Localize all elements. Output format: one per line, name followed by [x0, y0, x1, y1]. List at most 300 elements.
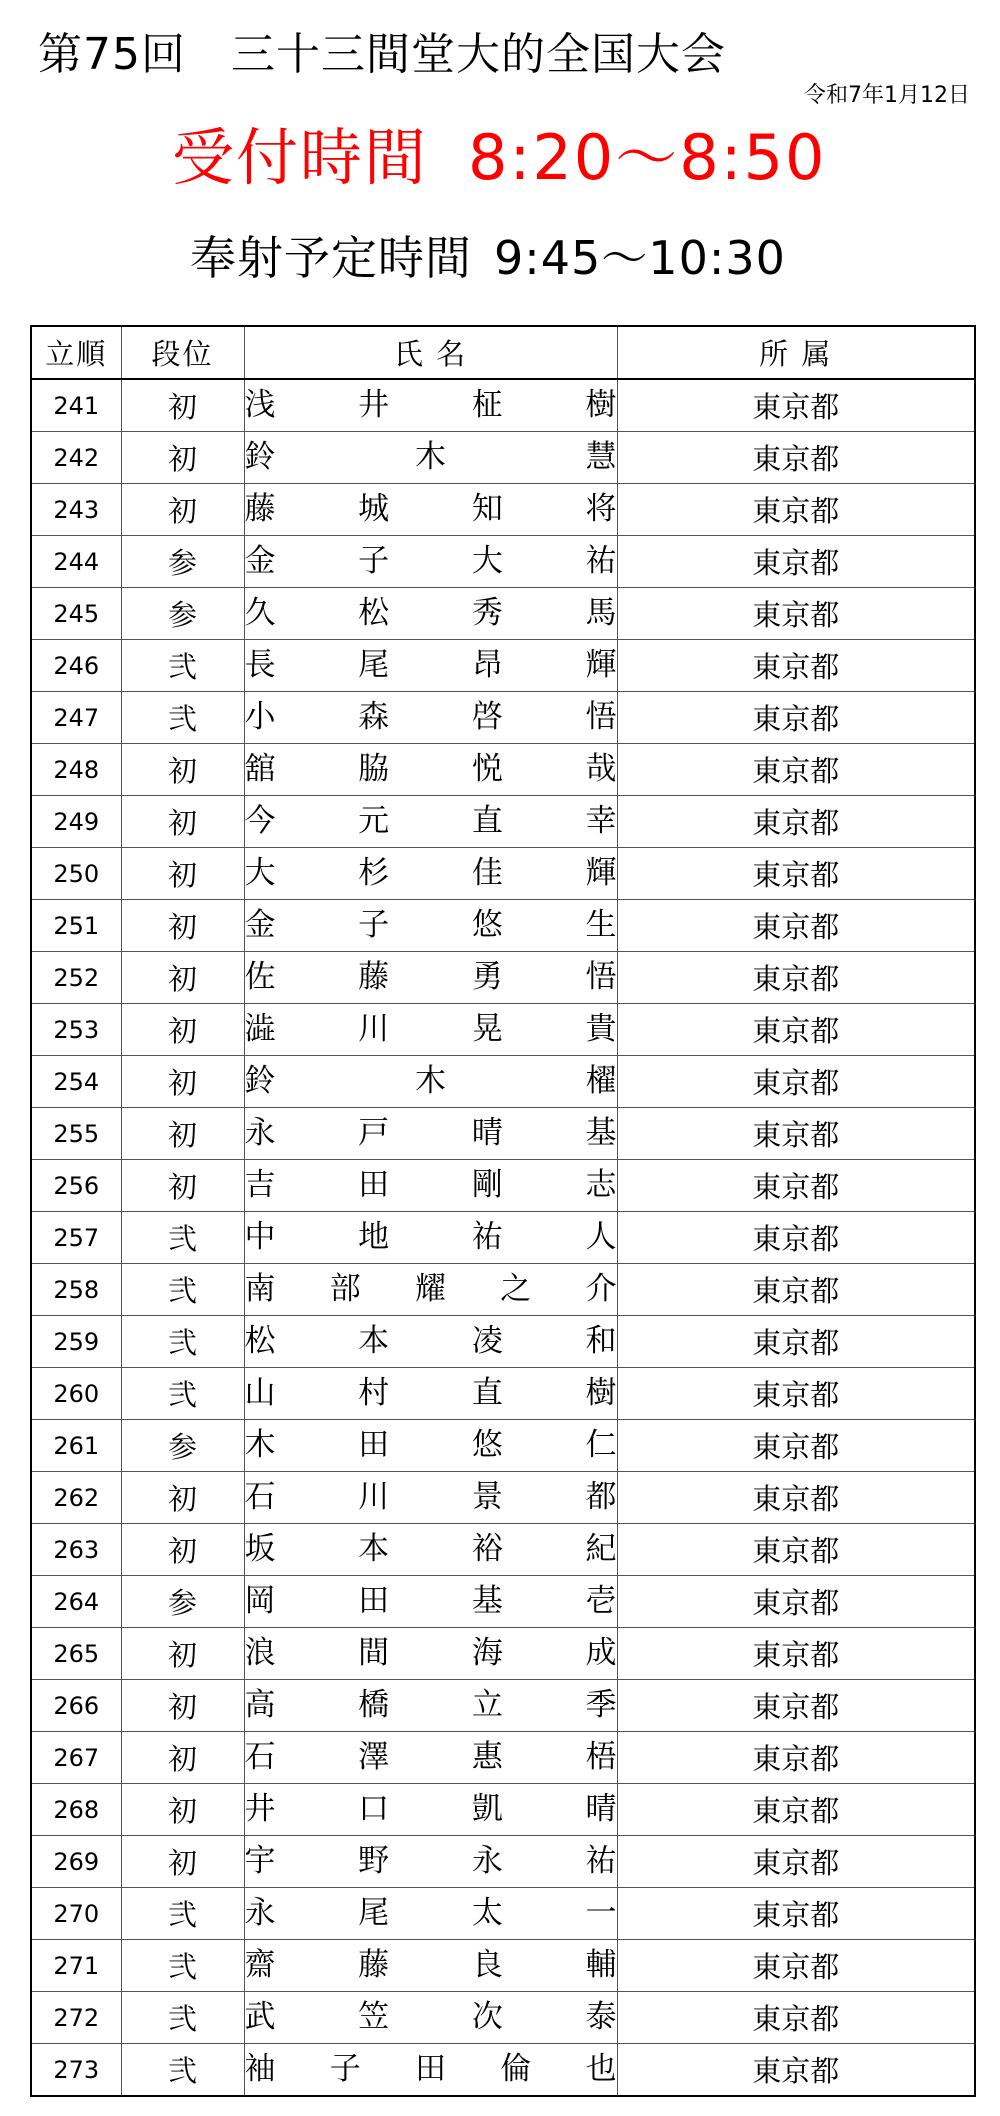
name-char: 紀 — [585, 1531, 617, 1567]
order-number: 255 — [31, 1108, 121, 1160]
rank-cell: 弐 — [121, 1940, 244, 1992]
name-char: 笠 — [358, 1999, 390, 2035]
table-row — [31, 744, 975, 796]
name-char: 志 — [585, 1167, 617, 1203]
affiliation-cell: 東京都 — [617, 1628, 975, 1680]
name-characters — [244, 1167, 617, 1203]
table-row — [31, 1420, 975, 1472]
name-char: 也 — [585, 2051, 617, 2087]
name-char: 川 — [358, 1011, 390, 1047]
order-number: 265 — [31, 1628, 121, 1680]
name-cell — [244, 744, 617, 796]
table-row — [31, 588, 975, 640]
name-char: 田 — [358, 1427, 390, 1463]
rank-cell: 参 — [121, 1420, 244, 1472]
name-char: 立 — [471, 1687, 503, 1723]
name-characters — [244, 1323, 617, 1359]
name-cell — [244, 1524, 617, 1576]
rank-cell: 初 — [121, 1004, 244, 1056]
name-char: 木 — [415, 1063, 446, 1099]
name-cell — [244, 1732, 617, 1784]
name-char: 将 — [585, 491, 617, 527]
rank-cell: 初 — [121, 1524, 244, 1576]
rank-cell: 初 — [121, 484, 244, 536]
name-cell — [244, 952, 617, 1004]
table-row — [31, 1576, 975, 1628]
affiliation-cell: 東京都 — [617, 640, 975, 692]
order-number: 261 — [31, 1420, 121, 1472]
order-number: 252 — [31, 952, 121, 1004]
table-row — [31, 1680, 975, 1732]
rank-cell: 弐 — [121, 692, 244, 744]
affiliation-cell: 東京都 — [617, 1992, 975, 2044]
affiliation-cell: 東京都 — [617, 952, 975, 1004]
affiliation-cell: 東京都 — [617, 744, 975, 796]
affiliation-cell: 東京都 — [617, 1784, 975, 1836]
name-char: 生 — [585, 907, 617, 943]
name-char: 凱 — [471, 1791, 503, 1827]
affiliation-cell: 東京都 — [617, 692, 975, 744]
name-char: 晴 — [585, 1791, 617, 1827]
name-char: 佐 — [244, 959, 276, 995]
rank-cell: 初 — [121, 1836, 244, 1888]
name-characters — [244, 1271, 617, 1307]
affiliation-cell: 東京都 — [617, 1316, 975, 1368]
name-char: 吉 — [244, 1167, 276, 1203]
name-char: 人 — [585, 1219, 617, 1255]
name-char: 知 — [471, 491, 503, 527]
table-row — [31, 1004, 975, 1056]
name-char: 永 — [244, 1115, 276, 1151]
name-cell — [244, 1004, 617, 1056]
name-char: 井 — [358, 387, 390, 423]
order-number: 246 — [31, 640, 121, 692]
name-cell — [244, 588, 617, 640]
name-characters — [244, 2051, 617, 2087]
affiliation-cell: 東京都 — [617, 1160, 975, 1212]
name-char: 本 — [358, 1323, 390, 1359]
name-char: 柾 — [471, 387, 503, 423]
name-char: 直 — [471, 803, 503, 839]
order-number: 266 — [31, 1680, 121, 1732]
name-characters — [244, 699, 617, 735]
rank-cell: 初 — [121, 432, 244, 484]
affiliation-cell: 東京都 — [617, 1420, 975, 1472]
table-row — [31, 1784, 975, 1836]
rank-cell: 初 — [121, 1628, 244, 1680]
name-cell — [244, 1680, 617, 1732]
order-number: 267 — [31, 1732, 121, 1784]
name-char: 樹 — [585, 1375, 617, 1411]
name-cell — [244, 379, 617, 432]
table-row — [31, 692, 975, 744]
name-cell — [244, 1628, 617, 1680]
affiliation-cell: 東京都 — [617, 1264, 975, 1316]
name-char: 城 — [358, 491, 390, 527]
name-characters — [244, 1843, 617, 1879]
name-char: 基 — [471, 1583, 503, 1619]
name-characters — [244, 543, 617, 579]
name-char: 悟 — [585, 699, 617, 735]
name-char: 悠 — [471, 907, 503, 943]
reception-label: 受付時間 — [172, 121, 429, 194]
rank-cell: 参 — [121, 536, 244, 588]
name-characters — [244, 1687, 617, 1723]
name-char: 幸 — [585, 803, 617, 839]
name-char: 橋 — [358, 1687, 390, 1723]
name-characters — [244, 387, 617, 423]
name-char: 久 — [244, 595, 276, 631]
name-characters — [244, 751, 617, 787]
order-number: 260 — [31, 1368, 121, 1420]
name-char: 澁 — [244, 1011, 276, 1047]
table-row — [31, 484, 975, 536]
name-char: 之 — [500, 1271, 532, 1307]
rank-cell: 参 — [121, 588, 244, 640]
affiliation-cell: 東京都 — [617, 848, 975, 900]
rank-cell: 初 — [121, 1732, 244, 1784]
name-char: 慧 — [585, 439, 617, 475]
name-char: 永 — [244, 1895, 276, 1931]
name-characters — [244, 1011, 617, 1047]
table-row — [31, 900, 975, 952]
name-cell — [244, 536, 617, 588]
order-number: 245 — [31, 588, 121, 640]
name-char: 櫂 — [585, 1063, 617, 1099]
name-char: 元 — [358, 803, 390, 839]
name-cell — [244, 640, 617, 692]
rank-cell: 弐 — [121, 640, 244, 692]
name-char: 直 — [471, 1375, 503, 1411]
name-char: 山 — [244, 1375, 276, 1411]
affiliation-cell: 東京都 — [617, 2044, 975, 2097]
name-char: 田 — [358, 1583, 390, 1619]
name-char: 景 — [471, 1479, 503, 1515]
name-char: 季 — [585, 1687, 617, 1723]
name-characters — [244, 855, 617, 891]
order-number: 247 — [31, 692, 121, 744]
name-char: 田 — [415, 2051, 446, 2087]
table-row — [31, 1160, 975, 1212]
name-char: 祐 — [585, 1843, 617, 1879]
name-char: 剛 — [471, 1167, 503, 1203]
affiliation-cell: 東京都 — [617, 1680, 975, 1732]
name-char: 尾 — [358, 647, 390, 683]
affiliation-cell: 東京都 — [617, 1732, 975, 1784]
name-char: 浅 — [244, 387, 276, 423]
table-row — [31, 2044, 975, 2097]
name-char: 杉 — [358, 855, 390, 891]
name-char: 馬 — [585, 595, 617, 631]
name-char: 輝 — [585, 647, 617, 683]
name-char: 悟 — [585, 959, 617, 995]
rank-cell: 参 — [121, 1576, 244, 1628]
name-cell — [244, 1108, 617, 1160]
page-title: 第75回 三十三間堂大的全国大会 — [38, 29, 726, 80]
header-order: 立順 — [31, 326, 121, 379]
name-char: 舘 — [244, 751, 276, 787]
header-name: 氏 名 — [244, 326, 617, 379]
order-number: 248 — [31, 744, 121, 796]
affiliation-cell: 東京都 — [617, 796, 975, 848]
name-char: 海 — [471, 1635, 503, 1671]
name-char: 戸 — [358, 1115, 390, 1151]
name-characters — [244, 1739, 617, 1775]
name-characters — [244, 1531, 617, 1567]
name-char: 泰 — [585, 1999, 617, 2035]
order-number: 241 — [31, 379, 121, 432]
affiliation-cell: 東京都 — [617, 1368, 975, 1420]
order-number: 273 — [31, 2044, 121, 2097]
name-char: 口 — [358, 1791, 390, 1827]
shooting-time: 9:45～10:30 — [494, 231, 786, 285]
rank-cell: 初 — [121, 744, 244, 796]
table-row — [31, 1108, 975, 1160]
name-char: 仁 — [585, 1427, 617, 1463]
name-char: 鈴 — [244, 439, 276, 475]
order-number: 259 — [31, 1316, 121, 1368]
order-number: 268 — [31, 1784, 121, 1836]
name-char: 倫 — [500, 2051, 532, 2087]
name-char: 晃 — [471, 1011, 503, 1047]
name-char: 大 — [244, 855, 276, 891]
rank-cell: 初 — [121, 900, 244, 952]
name-char: 永 — [471, 1843, 503, 1879]
name-characters — [244, 439, 617, 475]
name-char: 岡 — [244, 1583, 276, 1619]
header-rank: 段位 — [121, 326, 244, 379]
name-characters — [244, 1791, 617, 1827]
affiliation-cell: 東京都 — [617, 1524, 975, 1576]
name-cell — [244, 1368, 617, 1420]
table-header-row — [31, 326, 975, 379]
name-char: 惠 — [471, 1739, 503, 1775]
affiliation-cell: 東京都 — [617, 432, 975, 484]
name-char: 勇 — [471, 959, 503, 995]
name-characters — [244, 1063, 617, 1099]
table-row — [31, 432, 975, 484]
name-char: 本 — [358, 1531, 390, 1567]
name-char: 次 — [471, 1999, 503, 2035]
affiliation-cell: 東京都 — [617, 1888, 975, 1940]
name-char: 武 — [244, 1999, 276, 2035]
table-row — [31, 1628, 975, 1680]
table-row — [31, 1264, 975, 1316]
name-char: 祐 — [585, 543, 617, 579]
rank-cell: 弐 — [121, 1264, 244, 1316]
name-char: 石 — [244, 1479, 276, 1515]
name-char: 坂 — [244, 1531, 276, 1567]
name-char: 澤 — [358, 1739, 390, 1775]
name-char: 松 — [244, 1323, 276, 1359]
order-number: 264 — [31, 1576, 121, 1628]
name-char: 都 — [585, 1479, 617, 1515]
name-char: 貴 — [585, 1011, 617, 1047]
name-char: 子 — [358, 907, 390, 943]
name-char: 浪 — [244, 1635, 276, 1671]
name-char: 悦 — [471, 751, 503, 787]
name-cell — [244, 1420, 617, 1472]
name-cell — [244, 1836, 617, 1888]
order-number: 263 — [31, 1524, 121, 1576]
name-char: 子 — [358, 543, 390, 579]
order-number: 250 — [31, 848, 121, 900]
name-cell — [244, 1992, 617, 2044]
affiliation-cell: 東京都 — [617, 484, 975, 536]
name-char: 中 — [244, 1219, 276, 1255]
name-cell — [244, 1264, 617, 1316]
name-cell — [244, 432, 617, 484]
name-char: 輔 — [585, 1947, 617, 1983]
order-number: 251 — [31, 900, 121, 952]
name-char: 部 — [329, 1271, 361, 1307]
name-char: 藤 — [244, 491, 276, 527]
name-char: 石 — [244, 1739, 276, 1775]
table-row — [31, 1732, 975, 1784]
rank-cell: 初 — [121, 848, 244, 900]
name-char: 藤 — [358, 1947, 390, 1983]
header-affiliation: 所 属 — [617, 326, 975, 379]
name-char: 耀 — [415, 1271, 446, 1307]
name-char: 樹 — [585, 387, 617, 423]
name-char: 木 — [415, 439, 446, 475]
name-char: 成 — [585, 1635, 617, 1671]
name-cell — [244, 484, 617, 536]
rank-cell: 初 — [121, 1472, 244, 1524]
order-number: 243 — [31, 484, 121, 536]
name-characters — [244, 1115, 617, 1151]
name-cell — [244, 796, 617, 848]
name-char: 良 — [471, 1947, 503, 1983]
table-row — [31, 1316, 975, 1368]
name-characters — [244, 1219, 617, 1255]
rank-cell: 弐 — [121, 1368, 244, 1420]
rank-cell: 初 — [121, 952, 244, 1004]
name-cell — [244, 900, 617, 952]
name-characters — [244, 1427, 617, 1463]
name-char: 一 — [585, 1895, 617, 1931]
name-cell — [244, 1784, 617, 1836]
name-char: 南 — [244, 1271, 276, 1307]
name-char: 齋 — [244, 1947, 276, 1983]
event-date: 令和7年1月12日 — [804, 83, 970, 108]
name-char: 地 — [358, 1219, 390, 1255]
name-characters — [244, 595, 617, 631]
order-number: 253 — [31, 1004, 121, 1056]
table-row — [31, 1836, 975, 1888]
name-char: 松 — [358, 595, 390, 631]
name-cell — [244, 1160, 617, 1212]
name-cell — [244, 692, 617, 744]
name-cell — [244, 1940, 617, 1992]
affiliation-cell: 東京都 — [617, 1108, 975, 1160]
name-char: 佳 — [471, 855, 503, 891]
rank-cell: 弐 — [121, 2044, 244, 2097]
order-number: 249 — [31, 796, 121, 848]
rank-cell: 弐 — [121, 1992, 244, 2044]
rank-cell: 初 — [121, 1680, 244, 1732]
affiliation-cell: 東京都 — [617, 536, 975, 588]
affiliation-cell: 東京都 — [617, 1056, 975, 1108]
name-characters — [244, 1947, 617, 1983]
name-cell — [244, 1316, 617, 1368]
name-char: 晴 — [471, 1115, 503, 1151]
table-row — [31, 536, 975, 588]
table-row — [31, 848, 975, 900]
name-char: 梧 — [585, 1739, 617, 1775]
name-char: 介 — [585, 1271, 617, 1307]
name-char: 裕 — [471, 1531, 503, 1567]
name-characters — [244, 1999, 617, 2035]
rank-cell: 初 — [121, 1108, 244, 1160]
name-characters — [244, 907, 617, 943]
name-char: 壱 — [585, 1583, 617, 1619]
rank-cell: 弐 — [121, 1212, 244, 1264]
table-row — [31, 1940, 975, 1992]
reception-time: 8:20～8:50 — [468, 121, 827, 194]
rank-cell: 初 — [121, 379, 244, 432]
reception-time-line — [172, 108, 826, 197]
order-number: 262 — [31, 1472, 121, 1524]
name-cell — [244, 1576, 617, 1628]
order-number: 257 — [31, 1212, 121, 1264]
rank-cell: 弐 — [121, 1316, 244, 1368]
affiliation-cell: 東京都 — [617, 1212, 975, 1264]
table-row — [31, 379, 975, 432]
shooting-label: 奉射予定時間 — [190, 231, 472, 285]
name-char: 祐 — [471, 1219, 503, 1255]
name-char: 金 — [244, 543, 276, 579]
table-row — [31, 640, 975, 692]
name-characters — [244, 1895, 617, 1931]
name-char: 昂 — [471, 647, 503, 683]
roster-table — [30, 325, 976, 2097]
table-row — [31, 1888, 975, 1940]
affiliation-cell: 東京都 — [617, 379, 975, 432]
name-characters — [244, 1479, 617, 1515]
name-char: 高 — [244, 1687, 276, 1723]
order-number: 256 — [31, 1160, 121, 1212]
name-char: 野 — [358, 1843, 390, 1879]
order-number: 242 — [31, 432, 121, 484]
name-char: 森 — [358, 699, 390, 735]
table-row — [31, 1368, 975, 1420]
rank-cell: 初 — [121, 1056, 244, 1108]
name-char: 川 — [358, 1479, 390, 1515]
rank-cell: 初 — [121, 796, 244, 848]
name-cell — [244, 1056, 617, 1108]
affiliation-cell: 東京都 — [617, 1576, 975, 1628]
name-characters — [244, 1583, 617, 1619]
name-cell — [244, 2044, 617, 2097]
table-row — [31, 1524, 975, 1576]
name-char: 太 — [471, 1895, 503, 1931]
roster-body — [31, 379, 975, 2096]
affiliation-cell: 東京都 — [617, 1472, 975, 1524]
name-char: 井 — [244, 1791, 276, 1827]
name-char: 藤 — [358, 959, 390, 995]
table-row — [31, 1472, 975, 1524]
name-char: 和 — [585, 1323, 617, 1359]
order-number: 271 — [31, 1940, 121, 1992]
name-char: 田 — [358, 1167, 390, 1203]
name-characters — [244, 1375, 617, 1411]
table-row — [31, 1212, 975, 1264]
name-char: 村 — [358, 1375, 390, 1411]
name-cell — [244, 1212, 617, 1264]
name-char: 脇 — [358, 751, 390, 787]
name-cell — [244, 1472, 617, 1524]
